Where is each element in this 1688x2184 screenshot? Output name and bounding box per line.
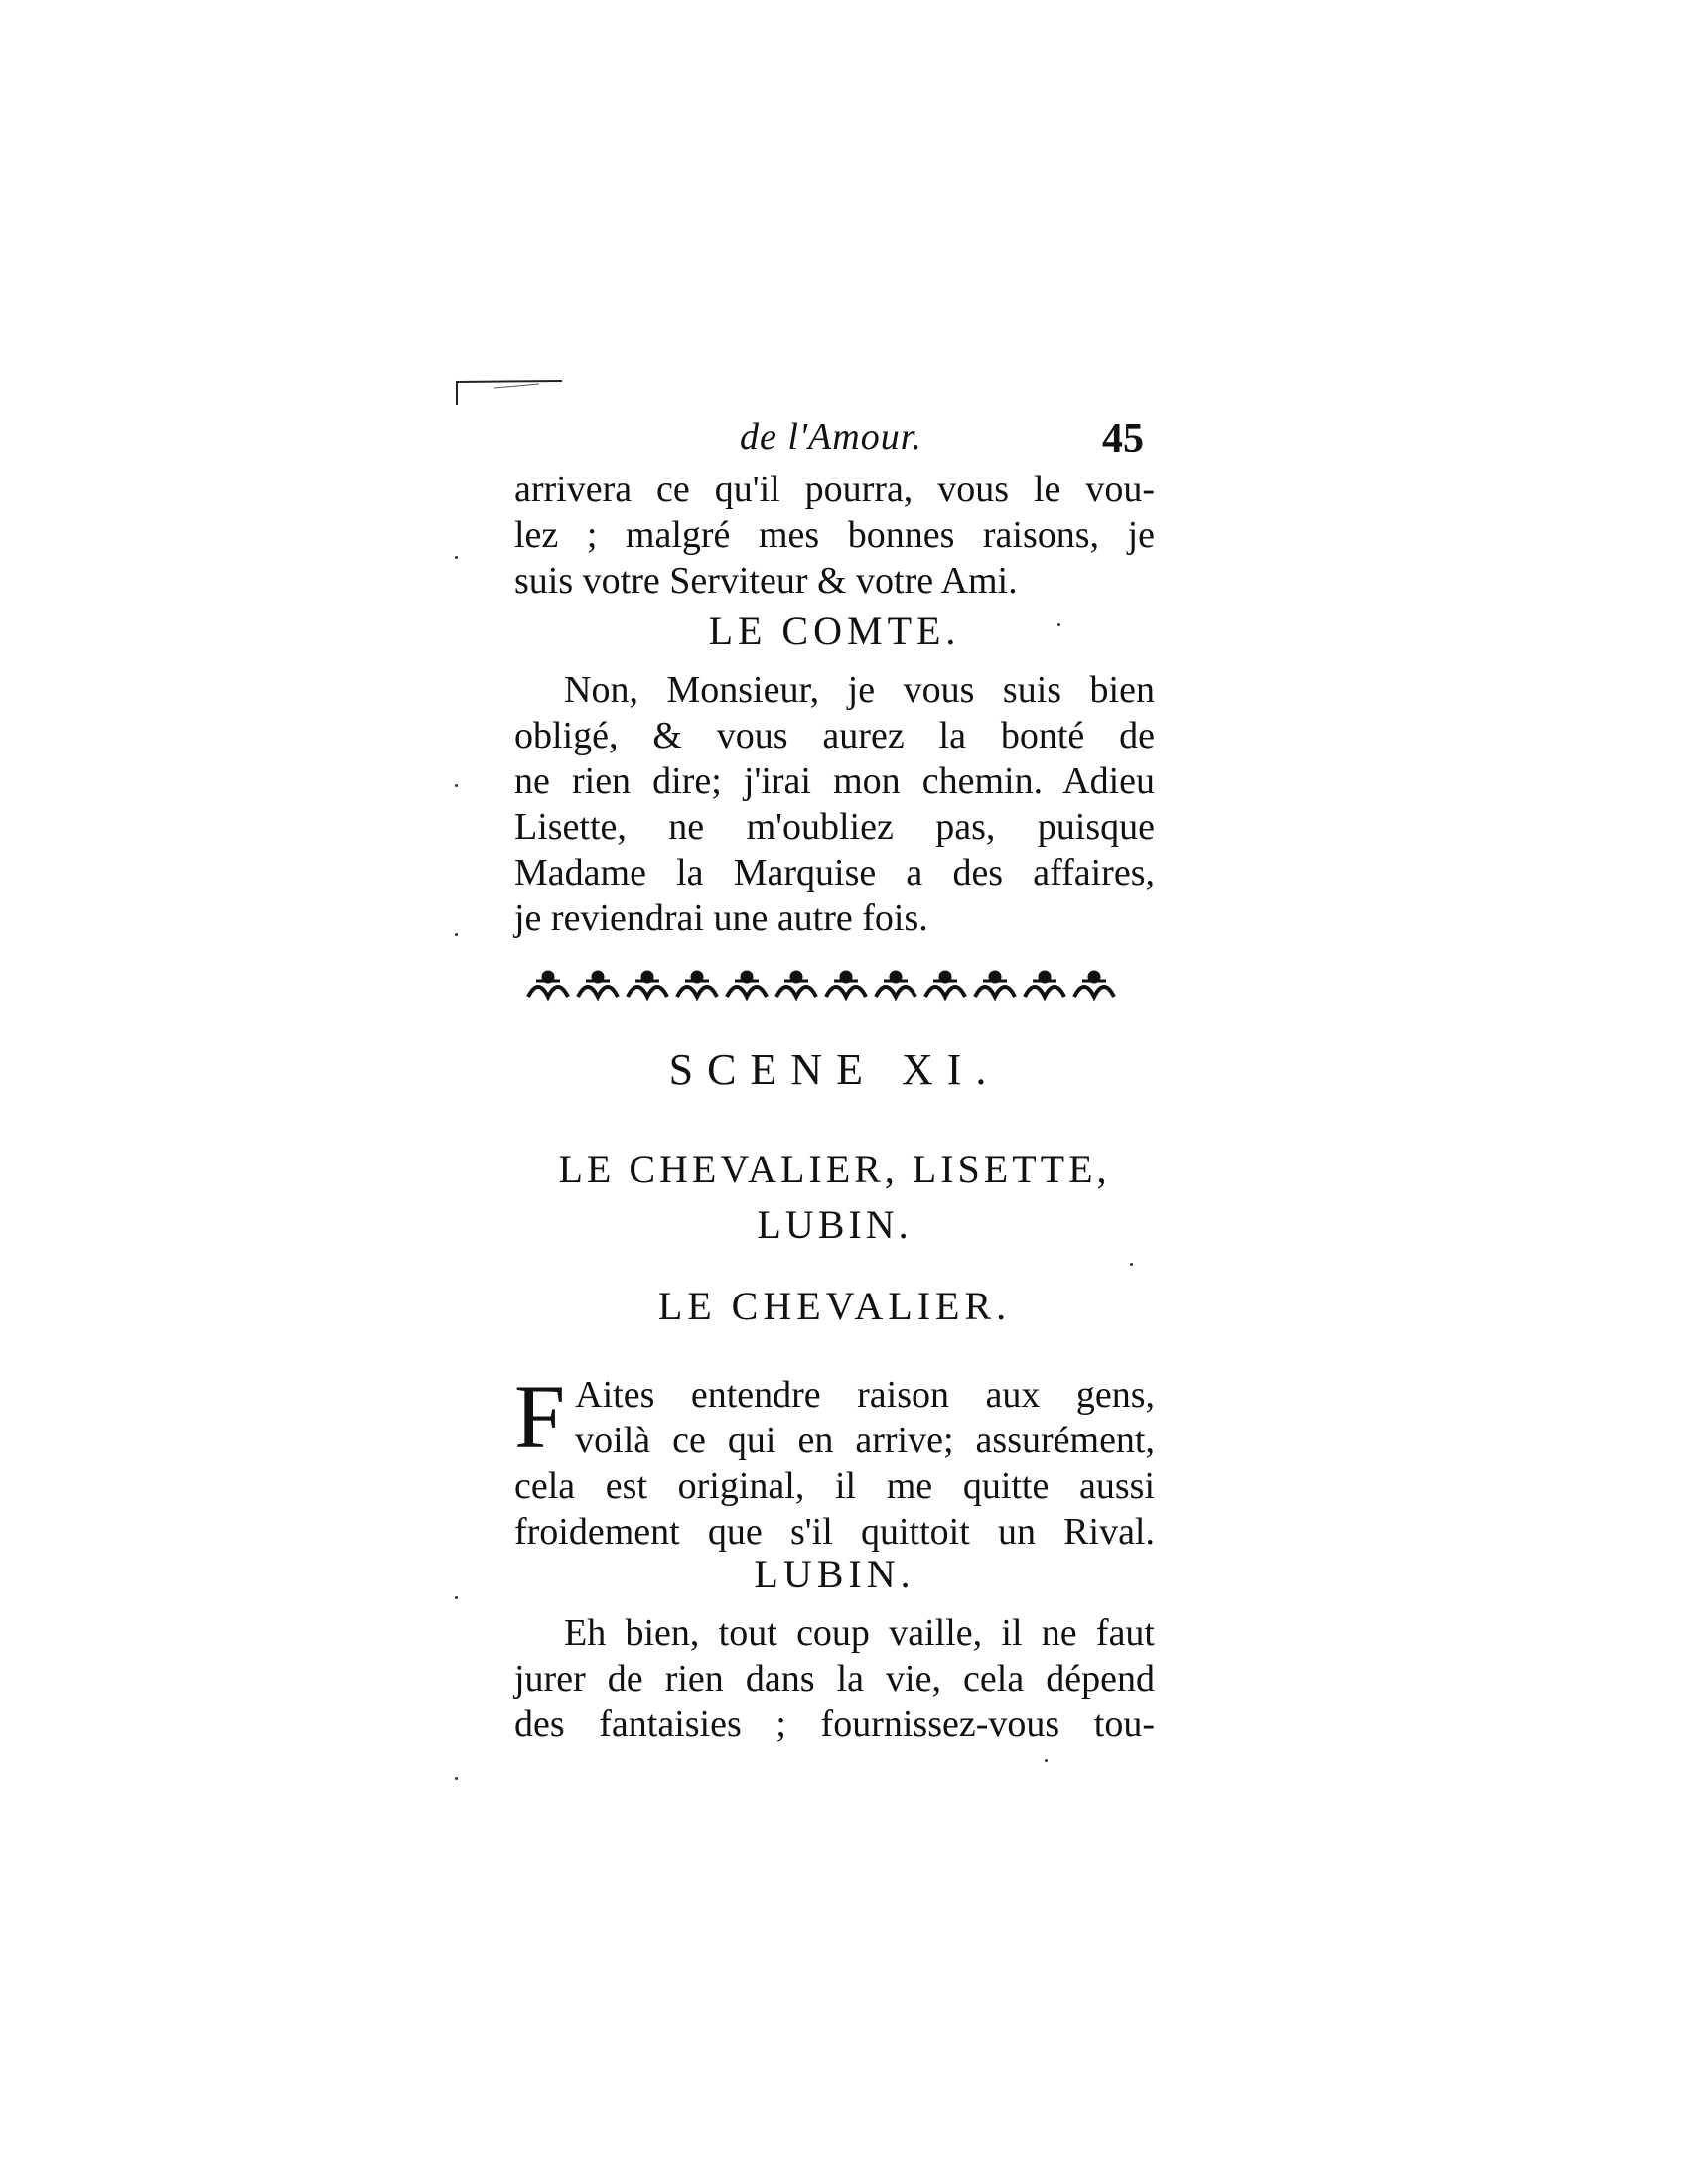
passage-2: [514, 667, 1155, 941]
characters-line: LUBIN.: [757, 1202, 913, 1247]
text-line: obligé, & vous aurez la bonté de: [514, 715, 1155, 756]
text-line: arrivera ce qu'il pourra, vous le vou-: [514, 469, 1155, 510]
speaker-heading-chevalier: LE CHEVALIER.: [657, 1284, 1012, 1328]
text-line: des fantaisies ; fournissez-vous tou-: [514, 1704, 1155, 1745]
passage-4: [514, 1610, 1155, 1747]
text-line: ne rien dire; j'irai mon chemin. Adieu: [514, 760, 1155, 802]
print-speck: [1130, 1263, 1133, 1266]
text-line: Non, Monsieur, je vous suis bien: [564, 669, 1155, 711]
text-line: je reviendrai une autre fois.: [514, 897, 928, 939]
text-line: Lisette, ne m'oubliez pas, puisque: [514, 806, 1155, 848]
drop-cap: F: [514, 1366, 566, 1467]
print-speck: [455, 933, 458, 936]
ornamental-fleuron-band: [518, 963, 1154, 1013]
print-speck: [455, 1596, 458, 1599]
page-edge-mark: [455, 379, 564, 409]
scene-title: SCENE XI.: [668, 1045, 1001, 1094]
print-speck: [455, 1777, 458, 1780]
page-number: 45: [1102, 416, 1144, 462]
text-line: jurer de rien dans la vie, cela dépend: [514, 1658, 1155, 1700]
text-line: lez ; malgré mes bonnes raisons, je: [514, 514, 1155, 556]
fleuron-icon: [528, 971, 568, 997]
text-line: froidement que s'il quittoit un Rival.: [514, 1511, 1155, 1553]
text-line: voilà ce qui en arrive; assurément,: [575, 1420, 1155, 1461]
speaker-heading-lubin: LUBIN.: [754, 1552, 915, 1596]
text-line: Eh bien, tout coup vaille, il ne faut: [564, 1612, 1155, 1654]
passage-1: [514, 467, 1155, 604]
print-speck: [1057, 623, 1060, 626]
print-speck: [1045, 1759, 1048, 1762]
print-speck: [455, 784, 458, 787]
passage-3: [514, 1366, 1155, 1555]
running-title: de l'Amour.: [740, 416, 922, 458]
scene-characters: [514, 1142, 1155, 1253]
speaker-heading-comte: LE COMTE.: [708, 609, 961, 653]
print-speck: [455, 556, 458, 559]
text-line: Madame la Marquise a des affaires,: [514, 852, 1155, 893]
characters-line: LE CHEVALIER, LISETTE,: [558, 1147, 1111, 1191]
text-line: Aites entendre raison aux gens,: [575, 1374, 1155, 1416]
text-line: suis votre Serviteur & votre Ami.: [514, 560, 1018, 602]
running-head: [516, 415, 1152, 475]
text-line: cela est original, il me quitte aussi: [514, 1465, 1155, 1507]
